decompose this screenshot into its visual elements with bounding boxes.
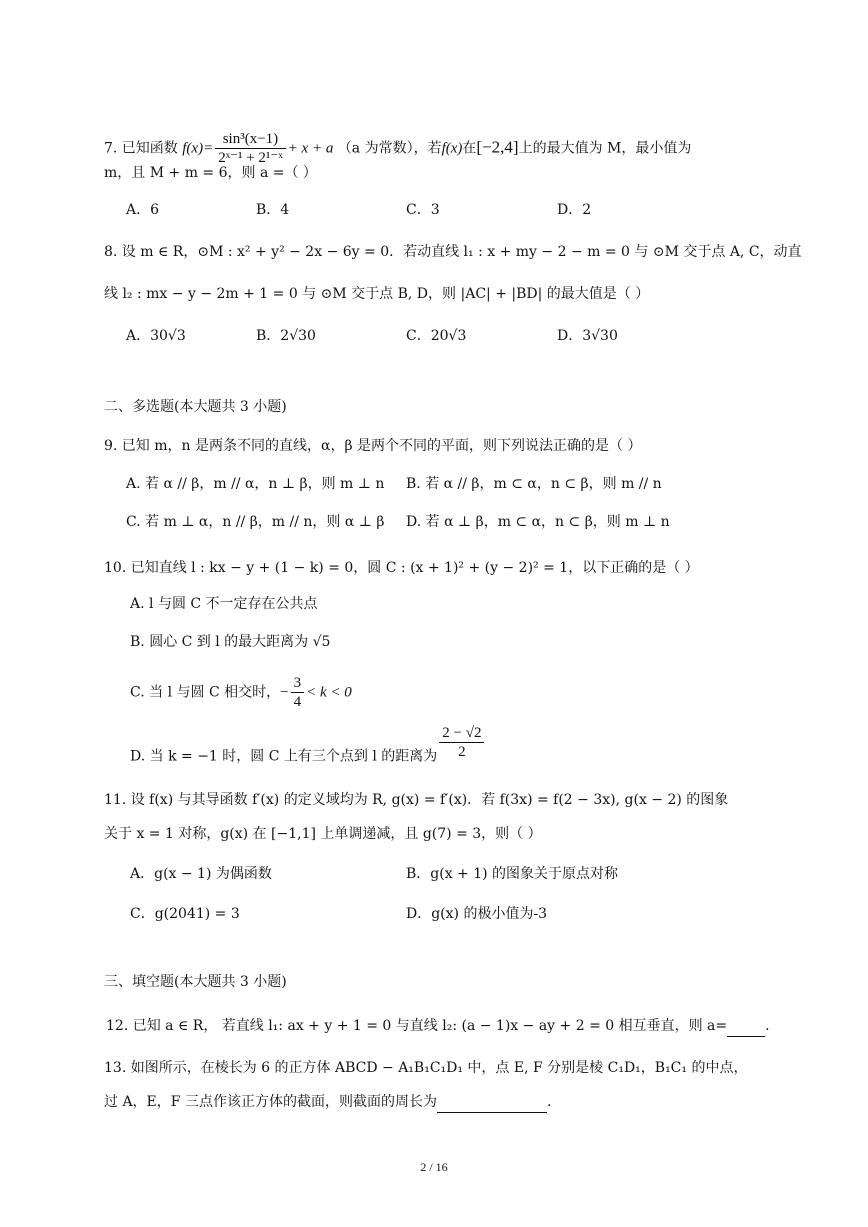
q7-in: 在	[462, 140, 477, 157]
q10-optc-pre: C. 当 l 与圆 C 相交时，	[130, 684, 281, 701]
q13-line2-text: 过 A，E，F 三点作该正方体的截面，则截面的周长为	[104, 1094, 437, 1110]
q11-option-c: C．g(2041) = 3	[130, 906, 240, 922]
question-8-line1: 8. 设 m ∈ R，⊙M : x² + y² − 2x − 6y = 0．若动直线 l₁ : x + my − 2 − m = 0 与 ⊙M 交于点 A, C，动直	[104, 244, 802, 260]
q7-frac-den: 2ˣ⁻¹ + 2¹⁻ˣ	[218, 150, 283, 166]
question-7-line1	[104, 130, 691, 167]
question-12	[106, 1016, 770, 1037]
q11-option-d: D．g(x) 的极小值为-3	[406, 906, 548, 922]
q10-option-c	[130, 674, 352, 711]
question-10-line1: 10. 已知直线 l : kx − y + (1 − k) = 0，圆 C : (x + 1)² + (y − 2)² = 1，以下正确的是（ ）	[104, 560, 699, 576]
question-13-line2	[104, 1092, 551, 1113]
q8-option-b: B．2√30	[256, 328, 316, 344]
q10-optd-pre: D. 当 k = −1 时，圆 C 上有三个点到 l 的距离为	[130, 748, 438, 765]
question-9-line1: 9. 已知 m，n 是两条不同的直线，α，β 是两个不同的平面，则下列说法正确的是（ ）	[104, 438, 642, 454]
q10-optd-num: 2 − √2	[439, 724, 484, 743]
q7-option-a: A．6	[126, 202, 160, 218]
page-number: 2 / 16	[420, 1160, 448, 1174]
q12-text: 12. 已知 a ∈ R， 若直线 l₁: ax + y + 1 = 0 与直线 l₂: (a − 1)x − ay + 2 = 0 相互垂直，则 a=	[106, 1018, 728, 1034]
q10-optd-fraction	[439, 724, 484, 761]
q11-option-b: B．g(x + 1) 的图象关于原点对称	[406, 866, 619, 882]
q10-optc-post: < k < 0	[306, 684, 352, 701]
q10-optd-den: 2	[458, 744, 466, 760]
q9-option-d: D. 若 α ⊥ β，m ⊂ α，n ⊂ β，则 m ⊥ n	[406, 514, 670, 530]
q10-optc-minus: −	[280, 684, 289, 701]
q7-rest: 上的最大值为 M，最小值为	[518, 140, 692, 157]
q11-option-a: A．g(x − 1) 为偶函数	[130, 866, 272, 882]
q8-option-a: A．30√3	[126, 328, 186, 344]
q10-optc-num: 3	[291, 674, 305, 693]
q7-fx: f(x)	[441, 140, 463, 157]
question-13-line1: 13. 如图所示，在棱长为 6 的正方体 ABCD − A₁B₁C₁D₁ 中，点 E, F 分别是棱 C₁D₁，B₁C₁ 的中点，	[104, 1060, 748, 1076]
q7-lhs: f(x)=	[182, 140, 214, 157]
q10-optc-fraction	[291, 674, 305, 711]
q9-option-c: C. 若 m ⊥ α，n // β，m // n，则 α ⊥ β	[126, 514, 385, 530]
question-11-line1: 11. 设 f(x) 与其导函数 f′(x) 的定义域均为 R, g(x) = f′(x)．若 f(3x) = f(2 − 3x), g(x − 2) 的图象	[104, 792, 729, 808]
q13-end: .	[546, 1094, 552, 1110]
q7-interval: [−2,4]	[476, 137, 519, 157]
q7-option-b: B．4	[256, 202, 290, 218]
q12-answer-blank[interactable]	[727, 1016, 765, 1037]
section-2-heading: 二、多选题(本大题共 3 小题)	[104, 399, 287, 415]
question-11-line2: 关于 x = 1 对称，g(x) 在 [−1,1] 上单调递减，且 g(7) = 3，则（ ）	[104, 826, 542, 842]
question-8-line2: 线 l₂ : mx − y − 2m + 1 = 0 与 ⊙M 交于点 B, D，则 |AC| + |BD| 的最大值是（ ）	[104, 286, 650, 302]
q7-option-c: C．3	[406, 202, 440, 218]
q7-option-d: D．2	[557, 202, 592, 218]
q7-tail-expr: + x + a	[287, 140, 334, 157]
q9-option-b: B. 若 α // β，m ⊂ α，n ⊂ β，则 m // n	[406, 476, 662, 492]
q9-option-a: A. 若 α // β，m // α，n ⊥ β，则 m ⊥ n	[126, 476, 385, 492]
q7-prefix: 7. 已知函数	[104, 140, 178, 157]
q10-option-b: B. 圆心 C 到 l 的最大距离为 √5	[130, 634, 331, 650]
section-3-heading: 三、填空题(本大题共 3 小题)	[104, 974, 287, 990]
q13-answer-blank[interactable]	[437, 1092, 547, 1113]
q8-option-c: C．20√3	[406, 328, 467, 344]
q7-frac-num: sin³(x−1)	[215, 130, 285, 149]
q10-option-a: A. l 与圆 C 不一定存在公共点	[130, 596, 318, 612]
q12-end: .	[765, 1018, 770, 1034]
question-7-line2: m，且 M + m = 6，则 a =（ ）	[104, 165, 317, 181]
q10-option-d	[130, 725, 486, 775]
q10-optc-den: 4	[293, 694, 302, 710]
q7-fraction	[215, 130, 285, 167]
q7-cond: （a 为常数），若	[337, 140, 442, 157]
q8-option-d: D．3√30	[557, 328, 618, 344]
